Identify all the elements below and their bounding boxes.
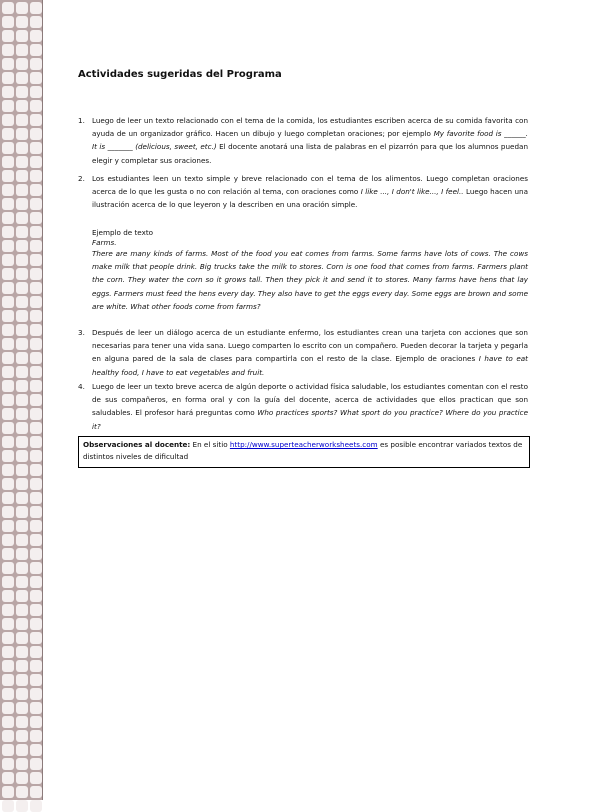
list-item-1 xyxy=(78,114,528,167)
spine-hole xyxy=(2,268,14,280)
spine-hole xyxy=(30,674,42,686)
spine-hole xyxy=(30,324,42,336)
spine-hole xyxy=(30,800,42,812)
spine-hole xyxy=(2,702,14,714)
spine-hole xyxy=(30,506,42,518)
spine-hole xyxy=(30,44,42,56)
spine-hole xyxy=(30,394,42,406)
spine-hole xyxy=(2,730,14,742)
list-item-2 xyxy=(78,172,528,212)
spine-hole xyxy=(16,492,28,504)
spine-hole xyxy=(2,646,14,658)
spine-hole xyxy=(16,506,28,518)
spine-hole xyxy=(30,786,42,798)
spine-hole xyxy=(16,548,28,560)
spine-hole xyxy=(2,716,14,728)
spine-hole xyxy=(30,590,42,602)
spine-hole xyxy=(30,534,42,546)
spine-hole xyxy=(16,730,28,742)
spine-hole xyxy=(2,394,14,406)
spine-hole xyxy=(16,590,28,602)
spine-hole xyxy=(16,520,28,532)
spine-hole xyxy=(16,646,28,658)
spine-hole xyxy=(30,716,42,728)
notes-text: En el sitio xyxy=(190,440,230,449)
spine-hole xyxy=(2,478,14,490)
item-text xyxy=(92,380,528,433)
spine-hole xyxy=(2,310,14,322)
spine-hole xyxy=(30,632,42,644)
spine-hole xyxy=(2,576,14,588)
spine-hole xyxy=(16,534,28,546)
spine-hole xyxy=(30,30,42,42)
spine-hole xyxy=(16,380,28,392)
spine-hole xyxy=(30,114,42,126)
spine-hole xyxy=(16,562,28,574)
spine-hole xyxy=(2,534,14,546)
spine-hole xyxy=(16,604,28,616)
item-number: 3. xyxy=(78,328,85,337)
spine-hole xyxy=(2,100,14,112)
item-text xyxy=(92,114,528,167)
spine-hole xyxy=(30,646,42,658)
spine-hole xyxy=(2,254,14,266)
spine-hole xyxy=(30,702,42,714)
spine-hole xyxy=(16,2,28,14)
spine-hole xyxy=(30,380,42,392)
spine-hole xyxy=(16,268,28,280)
spine-hole xyxy=(2,744,14,756)
spine-hole xyxy=(16,58,28,70)
spine-hole xyxy=(30,58,42,70)
spine-hole xyxy=(2,30,14,42)
spine-hole xyxy=(30,408,42,420)
spine-hole xyxy=(2,198,14,210)
item-text-part: Luego de leer un texto breve acerca de algún deporte o actividad física saludable, los estudiantes comentan con el resto de sus compañeros, en forma oral y con la guía del docente, acerca de actividades que ellos practican que son saludables. El profesor hará preguntas como xyxy=(92,382,528,418)
spine-hole xyxy=(16,30,28,42)
spine-hole xyxy=(2,86,14,98)
spine-hole xyxy=(2,688,14,700)
spine-hole xyxy=(2,72,14,84)
spine-hole xyxy=(16,128,28,140)
spine-hole xyxy=(30,226,42,238)
spine-hole xyxy=(16,436,28,448)
item-text xyxy=(92,326,528,379)
spine-hole xyxy=(30,184,42,196)
spine-hole xyxy=(30,450,42,462)
spine-hole xyxy=(16,772,28,784)
spine-hole xyxy=(2,604,14,616)
spine-hole xyxy=(30,16,42,28)
spine-hole xyxy=(30,198,42,210)
spine-hole xyxy=(30,212,42,224)
spine-hole xyxy=(16,114,28,126)
spine-hole xyxy=(2,800,14,812)
item-number: 4. xyxy=(78,382,85,391)
spine-hole xyxy=(2,562,14,574)
spine-hole xyxy=(16,44,28,56)
spine-hole xyxy=(2,338,14,350)
spine-hole xyxy=(30,576,42,588)
spine-hole xyxy=(30,100,42,112)
spine-hole xyxy=(2,2,14,14)
spine-hole xyxy=(2,366,14,378)
spine-hole xyxy=(30,352,42,364)
spine-hole xyxy=(2,520,14,532)
spine-hole xyxy=(30,170,42,182)
spine-hole xyxy=(16,324,28,336)
spine-hole xyxy=(2,212,14,224)
spine-hole xyxy=(16,702,28,714)
superteacher-link[interactable]: http://www.superteacherworksheets.com xyxy=(229,440,378,449)
notes-text-end: es posible encontrar variados textos de distintos niveles de dificultad xyxy=(83,440,523,461)
spine-hole xyxy=(30,730,42,742)
spine-hole xyxy=(16,716,28,728)
spine-hole xyxy=(2,590,14,602)
spine-hole xyxy=(2,660,14,672)
spine-hole xyxy=(2,16,14,28)
spine-hole xyxy=(16,170,28,182)
spine-hole xyxy=(16,86,28,98)
spine-hole xyxy=(16,100,28,112)
spine-hole xyxy=(2,408,14,420)
spine-hole xyxy=(16,450,28,462)
spine-hole xyxy=(16,674,28,686)
item-text-part: El docente anotará una lista de palabras en el pizarrón para que los alumnos puedan elegir y completar sus oraciones. xyxy=(92,142,528,165)
spine-hole xyxy=(2,184,14,196)
spine-hole xyxy=(30,464,42,476)
spine-hole xyxy=(2,450,14,462)
item-example: Who practices sports? What sport do you practice? Where do you practice it? xyxy=(92,408,528,431)
spine-hole xyxy=(2,758,14,770)
spine-hole xyxy=(16,800,28,812)
spine-hole xyxy=(30,772,42,784)
spine-hole xyxy=(30,520,42,532)
spine-hole xyxy=(30,562,42,574)
spine-hole xyxy=(16,408,28,420)
spine-hole xyxy=(2,282,14,294)
spine-hole xyxy=(2,674,14,686)
spine-hole xyxy=(30,660,42,672)
spine-hole xyxy=(30,366,42,378)
spine-hole xyxy=(2,436,14,448)
spine-hole xyxy=(2,422,14,434)
list-item-4 xyxy=(78,380,528,433)
example-title: Farms. xyxy=(92,238,117,247)
spine-hole xyxy=(2,548,14,560)
item-example: I like ..., I don't like..., I feel.. xyxy=(360,187,464,197)
spine-hole xyxy=(16,72,28,84)
example-text: There are many kinds of farms. Most of the food you eat comes from farms. Some farms have lots of cows. The cows make milk that people drink. Big trucks take the milk to stores. Corn is one food that comes from farms. Farmers plant the corn. They water the corn so it grows tall. Then they pick it and send it to stores. Many farms have hens that lay eggs. Farmers must feed the hens every day. They also have to get the eggs every day. Some eggs are brown and some are white. What other foods come from farms? xyxy=(92,249,528,311)
spine-hole xyxy=(30,436,42,448)
spine-hole xyxy=(16,576,28,588)
spine-hole xyxy=(30,86,42,98)
list-item-3 xyxy=(78,326,528,379)
spine-hole xyxy=(30,282,42,294)
spine-hole xyxy=(2,492,14,504)
spine-hole xyxy=(2,170,14,182)
spine-hole xyxy=(30,492,42,504)
spine-hole xyxy=(16,464,28,476)
spine-hole xyxy=(16,352,28,364)
spine-hole xyxy=(2,296,14,308)
spine-hole xyxy=(30,478,42,490)
spine-hole xyxy=(16,254,28,266)
teacher-notes-box xyxy=(78,436,530,468)
spine-hole xyxy=(2,240,14,252)
spine-hole xyxy=(16,758,28,770)
spine-hole xyxy=(30,604,42,616)
spine-hole xyxy=(2,772,14,784)
spine-hole xyxy=(16,632,28,644)
spine-hole xyxy=(2,44,14,56)
spine-hole xyxy=(2,352,14,364)
item-example: I have to eat healthy food, I have to eat vegetables and fruit. xyxy=(92,354,528,377)
spine-hole xyxy=(2,142,14,154)
spine-hole xyxy=(2,380,14,392)
spine-hole xyxy=(16,212,28,224)
item-text xyxy=(92,172,528,212)
spine-hole xyxy=(2,464,14,476)
spine-hole xyxy=(30,142,42,154)
spine-hole xyxy=(30,254,42,266)
spine-hole xyxy=(16,198,28,210)
spine-hole xyxy=(30,422,42,434)
spine-hole xyxy=(30,338,42,350)
spine-hole xyxy=(30,296,42,308)
item-text-part: Luego hacen una ilustración acerca de lo que leyeron y la describen en una oración simple. xyxy=(92,187,528,210)
spine-hole xyxy=(16,394,28,406)
item-number: 1. xyxy=(78,116,85,125)
spine-hole xyxy=(30,758,42,770)
spine-hole xyxy=(16,786,28,798)
spine-hole xyxy=(2,128,14,140)
spine-hole xyxy=(30,240,42,252)
spine-hole xyxy=(30,618,42,630)
spine-hole xyxy=(16,184,28,196)
spine-hole xyxy=(16,422,28,434)
spine-hole xyxy=(30,72,42,84)
spine-hole xyxy=(16,660,28,672)
item-text-part: Después de leer un diálogo acerca de un estudiante enfermo, los estudiantes crean una tarjeta con acciones que son necesarias para tener una vida sana. Luego comparten lo escrito con un compañero. Pueden decorar la tarjeta y pegarla en alguna pared de la sala de clases para compartirla con el resto de la clase. Ejemplo de oraciones xyxy=(92,328,528,364)
spine-hole xyxy=(16,338,28,350)
spine-hole xyxy=(16,240,28,252)
spine-hole xyxy=(16,156,28,168)
spine-hole xyxy=(2,58,14,70)
spine-hole xyxy=(2,156,14,168)
spine-hole xyxy=(16,282,28,294)
notes-label: Observaciones al docente: xyxy=(83,440,191,449)
page-title: Actividades sugeridas del Programa xyxy=(78,69,282,80)
spine-hole xyxy=(16,226,28,238)
item-number: 2. xyxy=(78,174,85,183)
spine-hole xyxy=(2,506,14,518)
item-text-part: Los estudiantes leen un texto simple y breve relacionado con el tema de los alimentos. Luego completan oraciones acerca de lo que les gusta o no con relación al tema, con oraciones como xyxy=(92,174,528,197)
spine-hole xyxy=(30,2,42,14)
spine-hole xyxy=(16,142,28,154)
notebook-spine xyxy=(0,0,43,800)
spine-hole xyxy=(2,324,14,336)
example-label: Ejemplo de texto xyxy=(92,228,154,237)
spine-hole xyxy=(2,618,14,630)
spine-hole xyxy=(16,366,28,378)
spine-hole xyxy=(2,114,14,126)
spine-hole xyxy=(30,128,42,140)
spine-hole xyxy=(16,310,28,322)
spine-hole xyxy=(16,618,28,630)
spine-hole xyxy=(30,310,42,322)
item-example: My favorite food is ______. It is _______ (delicious, sweet, etc.) xyxy=(92,129,528,152)
spine-hole xyxy=(2,786,14,798)
spine-hole xyxy=(30,548,42,560)
spine-hole xyxy=(30,744,42,756)
item-text-part: Luego de leer un texto relacionado con el tema de la comida, los estudiantes escriben acerca de su comida favorita con ayuda de un organizador gráfico. Hacen un dibujo y luego completan oraciones; por ejemplo xyxy=(92,116,528,139)
spine-edge xyxy=(42,0,43,800)
spine-hole xyxy=(16,688,28,700)
spine-hole xyxy=(2,226,14,238)
spine-hole xyxy=(16,744,28,756)
spine-hole xyxy=(2,632,14,644)
spine-hole xyxy=(16,16,28,28)
spine-hole xyxy=(30,688,42,700)
spine-hole xyxy=(16,478,28,490)
spine-hole xyxy=(30,156,42,168)
spine-hole xyxy=(30,268,42,280)
spine-hole xyxy=(16,296,28,308)
